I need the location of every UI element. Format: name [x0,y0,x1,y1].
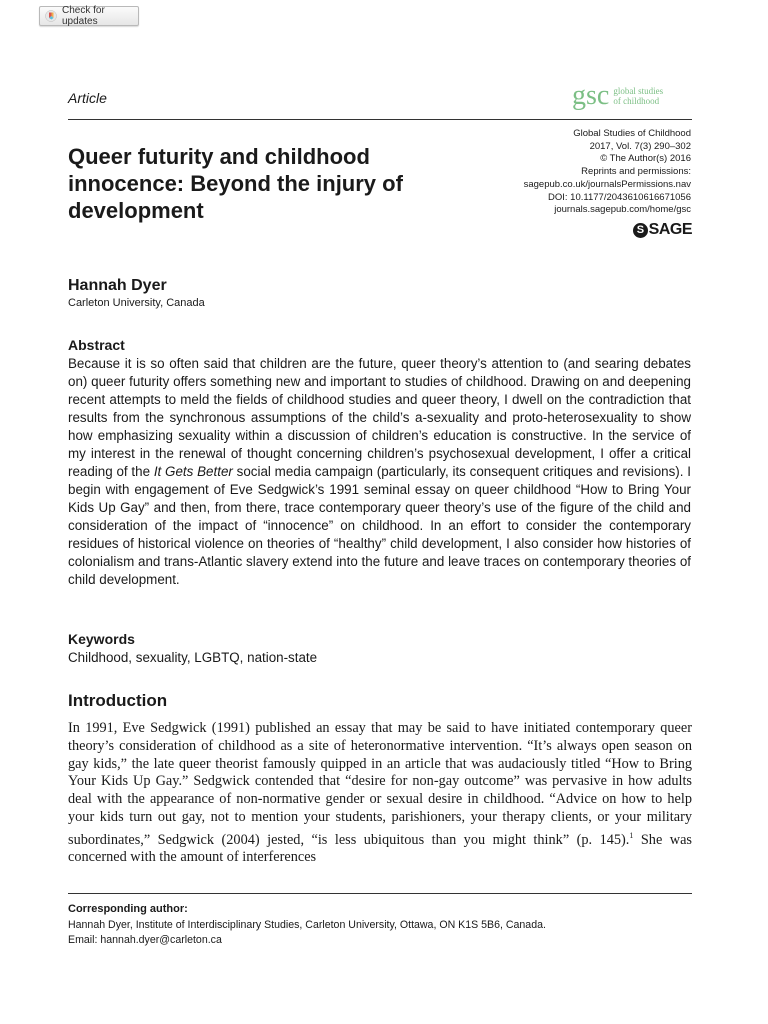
journal-homepage-link[interactable]: journals.sagepub.com/home/gsc [554,204,691,216]
sage-logo-text: SAGE [648,221,692,238]
abstract-text [68,355,691,589]
abstract-text-part2: social media campaign (particularly, its consequent critiques and revisions). I begin with engagement of Eve Sedgwick’s 1991 seminal essay on queer childhood “How to Bring Your Kids Up Gay” and then, from there, trace contemporary queer theory’s use of the figure of the child and consideration of the impact of “innocence” on childhood. In an effort to consider the contemporary residues of historical violence on theories of “healthy” child development, I also consider how histories of colonialism and trans-Atlantic slavery extend into the future and leave traces on contemporary theories of child development. [68,464,691,587]
journal-logo-line1: global studies [613,86,664,96]
abstract-text-part1: Because it is so often said that children are the future, queer theory’s attention to (and searing debates on) queer futurity offers something new and important to studies of childhood. Drawing on and deepening recent attempts to meld the fields of childhood studies and queer theory, I dwell on the contradiction that results from the synchronous assumptions of the child’s a-sexuality and proto-heterosexuality to show how emphasizing sexuality within a discussion of children’s education is constructive. In the service of my interest in the renewal of thought concerning children’s psychosexual development, I offer a critical reading of the [68,356,691,479]
permissions-label: Reprints and permissions: [581,166,691,178]
journal-logo [572,82,663,110]
journal-logo-mark: gsc [572,80,610,111]
introduction-text-continued: She was concerned with the amount of interferences [68,831,692,866]
journal-logo-line2: of childhood [613,96,660,106]
journal-volume: 2017, Vol. 7(3) 290–302 [589,140,691,152]
introduction-heading: Introduction [68,691,168,710]
corresponding-author-address: Hannah Dyer, Institute of Interdisciplinary Studies, Carleton University, Ottawa, ON K1S 5B6, Canada. [68,919,546,931]
journal-name: Global Studies of Childhood [573,128,691,139]
crossmark-icon [45,10,57,22]
article-title: Queer futurity and childhood innocence: Beyond the injury of development [68,144,403,223]
permissions-link[interactable]: sagepub.co.uk/journalsPermissions.nav [523,178,691,190]
sage-logo [633,221,692,239]
corresponding-author-label: Corresponding author: [68,903,188,915]
journal-metadata [524,128,691,217]
article-type-label: Article [68,90,107,106]
introduction-text-main: In 1991, Eve Sedgwick (1991) published an essay that may be said to have initiated contemporary queer theory’s consideration of childhood as a site of heteronormative intervention. “It’s always open season on gay kids,” the late queer theorist famously quipped in an article that was audaciously titled “How to Bring Your Kids Up Gay.” Sedgwick contended that “desire for non-gay outcome” was pervasive in how adults deal with the appearance of non-normative gender or sexual desire in childhood. “Advice on how to help your kids turn out gay, not to mention your students, parishioners, your therapy clients, or your military subordinates,” Sedgwick (2004) jested, “is less ubiquitous than you might think” (p. 145). [68,720,692,848]
author-name: Hannah Dyer [68,277,167,294]
abstract-heading: Abstract [68,337,125,353]
author-affiliation: Carleton University, Canada [68,297,205,309]
copyright-line: © The Author(s) 2016 [600,153,691,165]
sage-s-icon: S [633,223,648,238]
check-for-updates-label: Check for updates [62,5,105,27]
check-for-updates-button[interactable] [39,6,139,26]
keywords-text: Childhood, sexuality, LGBTQ, nation-state [68,650,318,665]
footnote-marker[interactable]: 1 [629,830,634,840]
introduction-text [68,720,692,867]
keywords-heading: Keywords [68,631,135,647]
abstract-italic-title: It Gets Better [153,464,233,479]
corresponding-author-email[interactable]: Email: hannah.dyer@carleton.ca [68,934,222,946]
journal-logo-text [613,86,663,106]
doi-link[interactable]: DOI: 10.1177/2043610616671056 [548,191,691,203]
header-divider [68,119,692,120]
footnote-divider [68,893,692,894]
